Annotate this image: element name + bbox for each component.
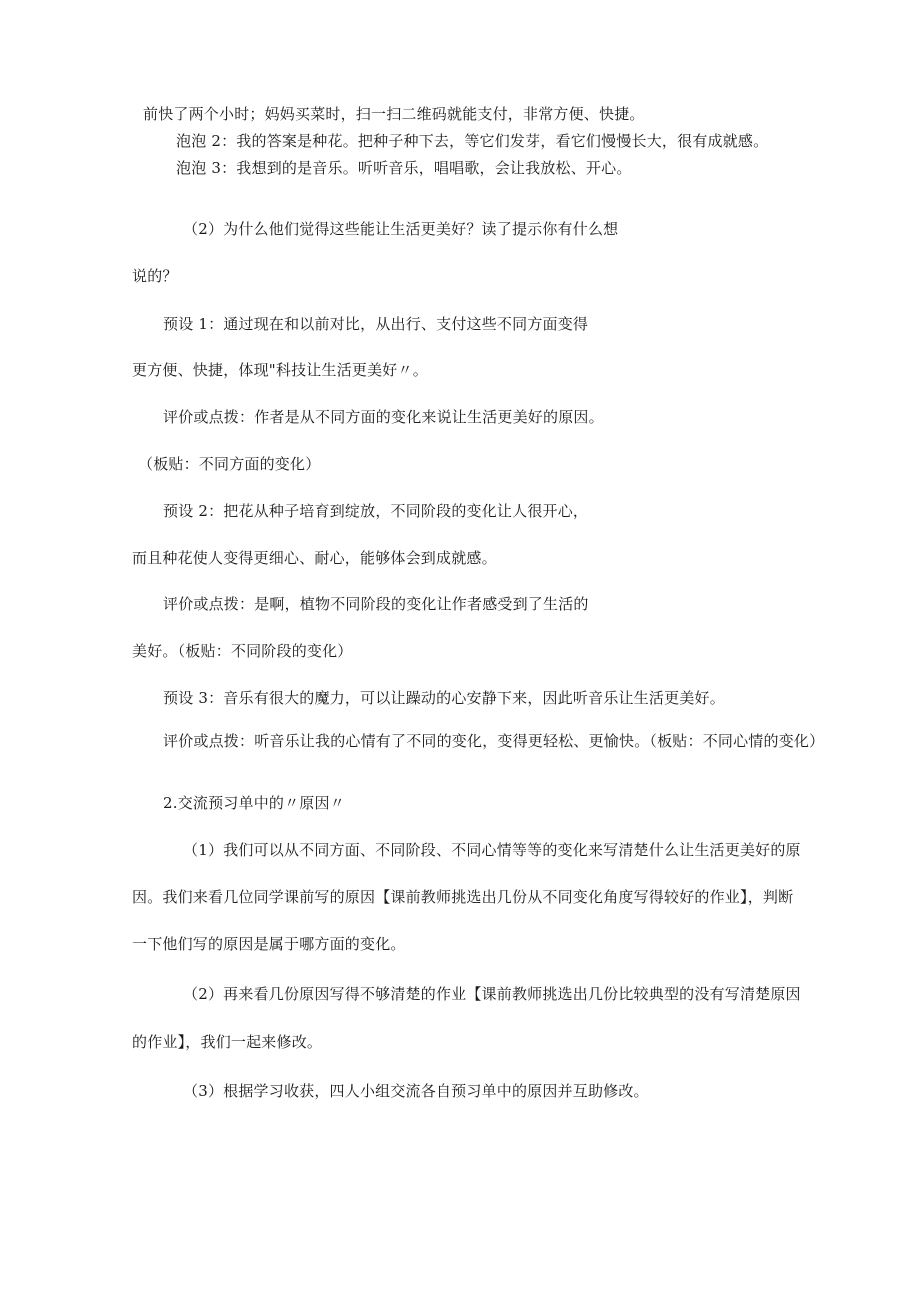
paragraph-line: 因。我们来看几位同学课前写的原因【课前教师挑选出几份从不同变化角度写得较好的作业】，判断 xyxy=(132,888,794,906)
preset-line: 而且种花使人变得更细心、耐心，能够体会到成就感。 xyxy=(132,549,497,567)
section-heading: 2.交流预习单中的〃原因〃 xyxy=(163,794,345,812)
comment-paragraph: 评价或点拨：听音乐让我的心情有了不同的变化，变得更轻松、更愉快。（板贴：不同心情的变化） xyxy=(163,732,825,750)
question-line: 说的？ xyxy=(132,267,178,285)
paragraph-line: （1）我们可以从不同方面、不同阶段、不同心情等等的变化来写清楚什么让生活更美好的原 xyxy=(183,841,801,859)
board-note-line: （板贴：不同方面的变化） xyxy=(138,455,321,473)
comment-line: 美好。（板贴：不同阶段的变化） xyxy=(132,642,353,660)
preset-line: 更方便、快捷，体现"科技让生活更美好〃。 xyxy=(132,361,428,379)
preset-line: 预设 2：把花从种子培育到绽放，不同阶段的变化让人很开心， xyxy=(163,502,589,520)
paragraph-line: 的作业】，我们一起来修改。 xyxy=(132,1033,323,1051)
paragraph-line: （3）根据学习收获，四人小组交流各自预习单中的原因并互助修改。 xyxy=(183,1082,649,1100)
paragraph-line: 泡泡 3：我想到的是音乐。听听音乐，唱唱歌，会让我放松、开心。 xyxy=(176,159,632,177)
paragraph-line: 前快了两个小时；妈妈买菜时，扫一扫二维码就能支付，非常方便、快捷。 xyxy=(143,105,645,123)
comment-line: 评价或点拨：作者是从不同方面的变化来说让生活更美好的原因。 xyxy=(163,408,604,426)
preset-line: 预设 1：通过现在和以前对比，从出行、支付这些不同方面变得 xyxy=(163,315,589,333)
question-line: （2）为什么他们觉得这些能让生活更美好？读了提示你有什么想 xyxy=(183,220,619,238)
preset-line: 预设 3：音乐有很大的魔力，可以让躁动的心安静下来，因此听音乐让生活更美好。 xyxy=(163,689,725,707)
comment-line: 评价或点拨：是啊，植物不同阶段的变化让作者感受到了生活的 xyxy=(163,595,589,613)
paragraph-line: 泡泡 2：我的答案是种花。把种子种下去，等它们发芽，看它们慢慢长大，很有成就感。 xyxy=(176,132,769,150)
paragraph-line: （2）再来看几份原因写得不够清楚的作业【课前教师挑选出几份比较典型的没有写清楚原因 xyxy=(183,985,801,1003)
paragraph-line: 一下他们写的原因是属于哪方面的变化。 xyxy=(132,935,406,953)
